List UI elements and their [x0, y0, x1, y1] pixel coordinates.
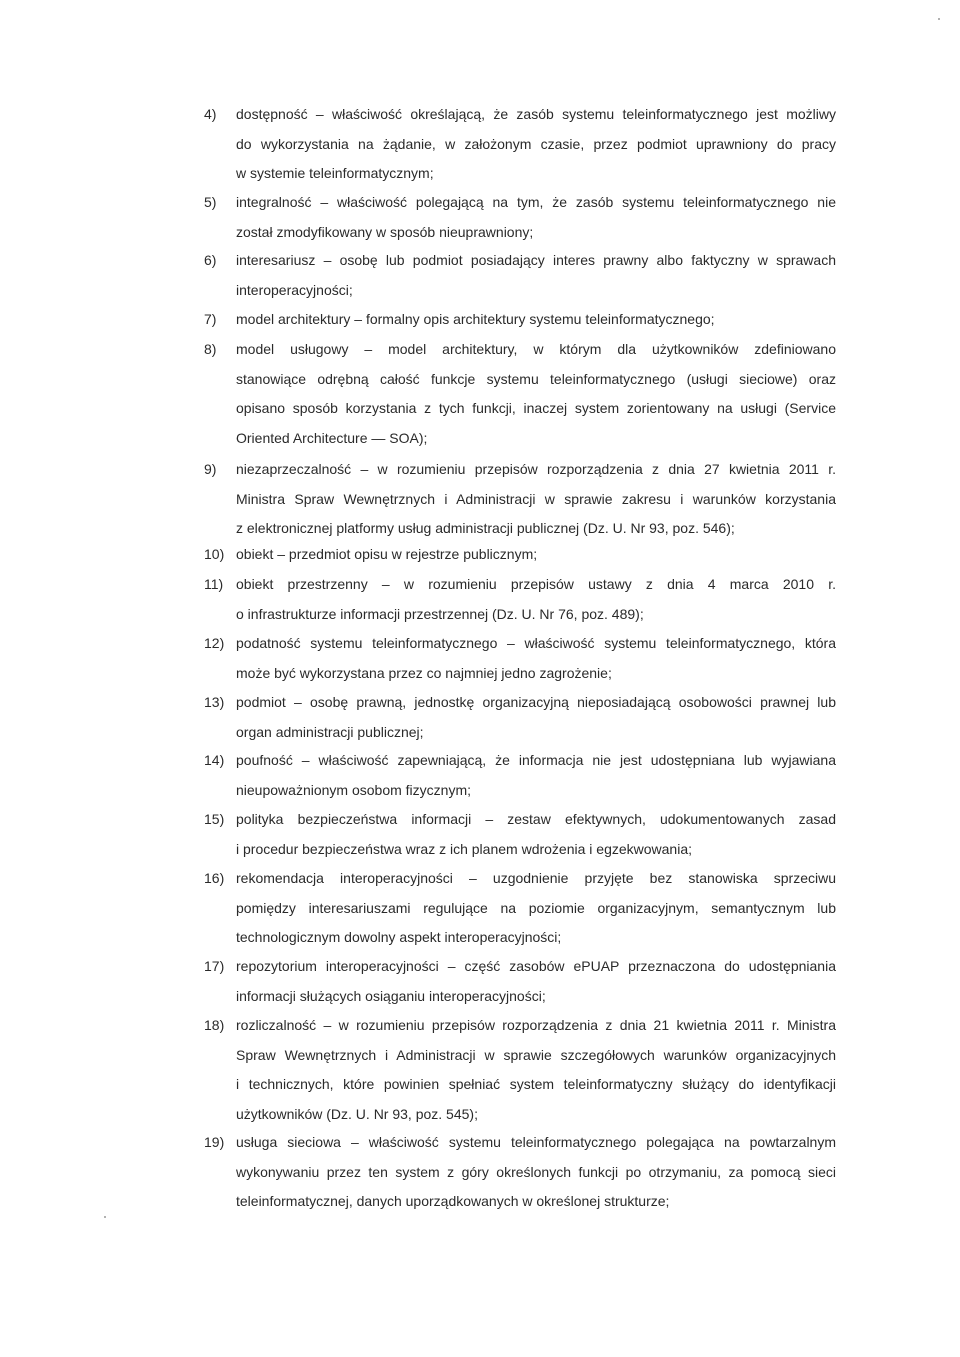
definition-line: interoperacyjności;	[236, 281, 353, 298]
definition-line: do wykorzystania na żądanie, w założonym czasie, przez podmiot uprawniony do pracy	[236, 135, 836, 152]
definition-line: stanowiące odrębną całość funkcje systemu teleinformatycznego (usługi sieciowe) oraz	[236, 370, 836, 387]
definition-line: Oriented Architecture — SOA);	[236, 429, 428, 446]
item-number: 8)	[204, 341, 217, 357]
definition-line: integralność – właściwość polegającą na tym, że zasób systemu teleinformatycznego nie	[236, 194, 836, 210]
definition-line: użytkowników (Dz. U. Nr 93, poz. 545);	[236, 1105, 478, 1122]
definition-line: niezaprzeczalność – w rozumieniu przepisów rozporządzenia z dnia 27 kwietnia 2011 r.	[236, 461, 836, 477]
definition-line: może być wykorzystana przez co najmniej jedno zagrożenie;	[236, 664, 612, 681]
item-number: 5)	[204, 194, 217, 210]
definition-line: w systemie teleinformatycznym;	[236, 165, 434, 181]
item-number: 13)	[204, 694, 225, 710]
definition-line: i technicznych, które powinien spełniać system teleinformatyczny służący do identyfikacji	[236, 1076, 836, 1092]
definition-line: podmiot – osobę prawną, jednostkę organizacyjną nieposiadającą osobowości prawnej lub	[236, 694, 836, 710]
definition-line: informacji służących osiąganiu interoperacyjności;	[236, 987, 546, 1004]
item-number: 4)	[204, 106, 217, 122]
definition-line: opisano sposób korzystania z tych funkcji, inaczej system zorientowany na usługi (Service	[236, 400, 836, 416]
definition-line: rekomendacja interoperacyjności – uzgodnienie przyjęte bez stanowiska sprzeciwu	[236, 870, 836, 886]
item-number: 9)	[204, 461, 217, 477]
definition-line: o infrastrukturze informacji przestrzennej (Dz. U. Nr 76, poz. 489);	[236, 605, 644, 622]
definition-line: model usługowy – model architektury, w którym dla użytkowników zdefiniowano	[236, 341, 836, 357]
item-number: 18)	[204, 1017, 225, 1033]
definition-line: interesariusz – osobę lub podmiot posiadający interes prawny albo faktyczny w sprawach	[236, 252, 836, 268]
definition-line: i procedur bezpieczeństwa wraz z ich planem wdrożenia i egzekwowania;	[236, 840, 693, 857]
definition-line: nieupoważnionym osobom fizycznym;	[236, 781, 471, 798]
definition-line: został zmodyfikowany w sposób nieuprawniony;	[236, 223, 534, 240]
definition-line: podatność systemu teleinformatycznego – właściwość systemu teleinformatycznego, która	[236, 635, 836, 651]
item-number: 17)	[204, 958, 225, 974]
definition-line: poufność – właściwość zapewniającą, że informacja nie jest udostępniana lub wyjawiana	[236, 752, 836, 768]
definition-line: model architektury – formalny opis architektury systemu teleinformatycznego;	[236, 311, 715, 327]
definition-line: pomiędzy interesariuszami regulujące na poziomie organizacyjnym, semantycznym lub	[236, 899, 836, 916]
item-number: 12)	[204, 635, 225, 651]
item-number: 7)	[204, 311, 217, 327]
item-number: 15)	[204, 811, 225, 827]
definition-line: wykonywaniu przez ten system z góry określonych funkcji po otrzymaniu, za pomocą sieci	[236, 1163, 836, 1180]
definition-line: repozytorium interoperacyjności – część zasobów ePUAP przeznaczona do udostępniania	[236, 958, 836, 974]
definition-line: obiekt – przedmiot opisu w rejestrze publicznym;	[236, 546, 538, 562]
definition-line: usługa sieciowa – właściwość systemu teleinformatycznego polegająca na powtarzalnym	[236, 1134, 836, 1150]
definition-line: organ administracji publicznej;	[236, 723, 424, 740]
item-number: 10)	[204, 546, 225, 562]
item-number: 11)	[204, 576, 224, 592]
definition-line: teleinformatycznej, danych uporządkowanych w określonej strukturze;	[236, 1193, 670, 1209]
item-number: 16)	[204, 870, 225, 886]
scan-speck	[104, 1216, 106, 1218]
definition-line: polityka bezpieczeństwa informacji – zestaw efektywnych, udokumentowanych zasad	[236, 811, 836, 827]
definition-line: rozliczalność – w rozumieniu przepisów rozporządzenia z dnia 21 kwietnia 2011 r. Ministra	[236, 1017, 836, 1033]
definition-line: technologicznym dowolny aspekt interoperacyjności;	[236, 929, 562, 945]
item-number: 14)	[204, 752, 225, 768]
scan-speck	[938, 18, 940, 20]
definition-line: dostępność – właściwość określającą, że zasób systemu teleinformatycznego jest możliwy	[236, 106, 836, 122]
item-number: 6)	[204, 252, 217, 268]
definition-line: z elektronicznej platformy usług administracji publicznej (Dz. U. Nr 93, poz. 546);	[236, 520, 735, 536]
definition-line: obiekt przestrzenny – w rozumieniu przepisów ustawy z dnia 4 marca 2010 r.	[236, 576, 836, 592]
item-number: 19)	[204, 1134, 225, 1150]
definition-line: Ministra Spraw Wewnętrznych i Administracji w sprawie zakresu i warunków korzystania	[236, 490, 836, 507]
definition-line: Spraw Wewnętrznych i Administracji w sprawie szczegółowych warunków organizacyjnych	[236, 1046, 836, 1063]
